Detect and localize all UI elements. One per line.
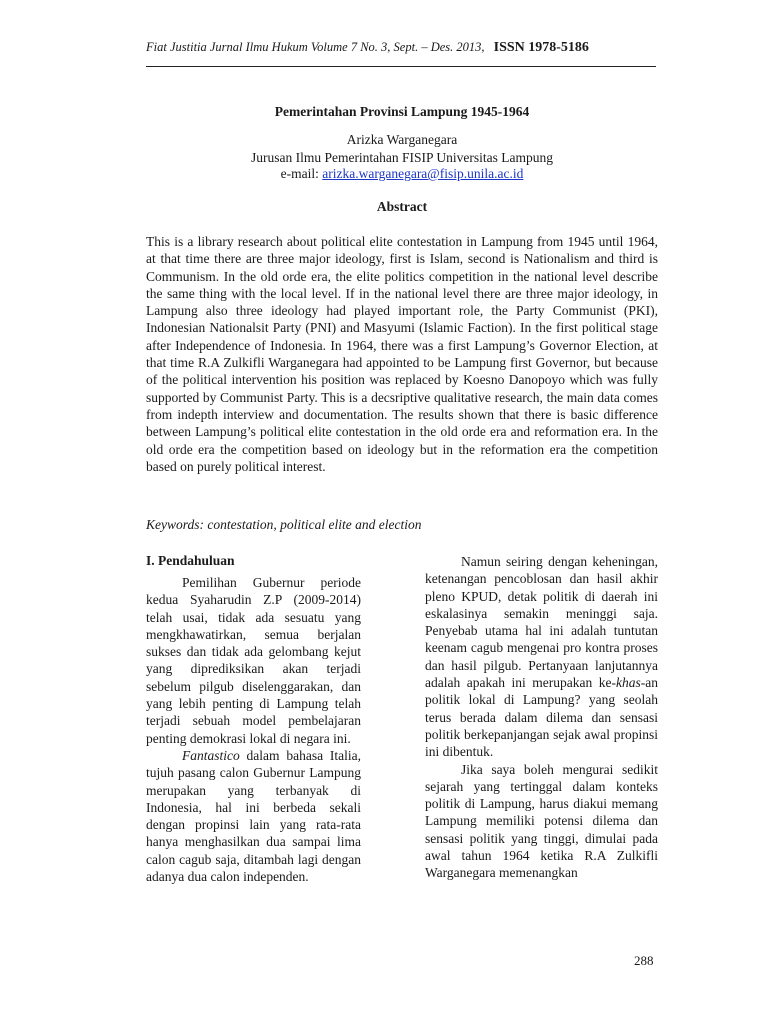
- keywords: Keywords: contestation, political elite and election: [146, 517, 422, 532]
- abstract-heading: Abstract: [376, 199, 428, 214]
- section-heading: I. Pendahuluan: [146, 553, 235, 568]
- paragraph: Jika saya boleh mengurai sedikit sejarah yang tertinggal dalam konteks politik di Lampung, harus diakui memang Lampung memiliki potensi dilema dan sensasi politik yang tinggi, dimulai pada awal tahun 1964 ketika R.A Zulkifli Warganegara memenangkan: [425, 761, 658, 881]
- author-affiliation: Jurusan Ilmu Pemerintahan FISIP Universitas Lampung: [250, 150, 554, 165]
- header-rule: [146, 66, 656, 67]
- italic-term: Fantastico: [182, 747, 240, 763]
- author-name: Arizka Warganegara: [346, 132, 458, 147]
- right-column: [425, 553, 658, 882]
- left-column: [146, 574, 361, 885]
- paragraph: Namun seiring dengan keheningan, ketenangan pencoblosan dan hasil akhir pleno KPUD, detak politik di daerah ini eskalasinya semakin meninggi saja. Penyebab utama hal ini adalah tuntutan keenam cagub mengenai pro kontra proses dan hasil pilgub. Pertanyaan lanjutannya adalah apakah ini merupakan ke-khas-an politik lokal di Lampung? yang seolah terus berada dalam dilema dan sensasi politik berkepanjangan sejak awal propinsi ini dibentuk.: [425, 554, 658, 760]
- italic-term: khas: [616, 675, 641, 691]
- issn-label: ISSN 1978-5186: [493, 40, 589, 55]
- paragraph: Pemilihan Gubernur periode kedua Syaharudin Z.P (2009-2014) telah usai, tidak ada sesuatu yang mengkhawatirkan, semua berjalan sukses dan tidak ada gelombang kejut yang diprediksikan akan terjadi sebelum pilgub diselenggarakan, dan yang lebih penting di Lampung telah terjadi sebuah model pembelajaran penting demokrasi lokal di negara ini.: [146, 575, 361, 746]
- author-email-line: [146, 166, 658, 182]
- journal-citation: Fiat Justitia Jurnal Ilmu Hukum Volume 7 No. 3, Sept. – Des. 2013,: [146, 40, 485, 54]
- paper-title: Pemerintahan Provinsi Lampung 1945-1964: [274, 104, 530, 119]
- abstract-body: This is a library research about political elite contestation in Lampung from 1945 until 1964, at that time there are three major ideology, first is Islam, second is Nationalism and third is Communism. In the old orde era, the elite politics competition in the national level describe the same thing with the local level. If in the national level there are three major ideology, in Lampung also three ideology had played important role, the Party Communist (PKI), Indonesian Nationalsit Party (PNI) and Masyumi (Islamic Faction). In the first political stage after Independence of Indonesia. In 1964, there was a first Lampung’s Governor Election, at that time R.A Zulkifli Warganegara had appointed to be Lampung first Governor, but because of the political intervention his position was replaced by Koesno Danopoyo which was fully supported by Communist Party. This is a decsriptive qualitative research, the main data comes from indepth interview and documentation. The results shown that there is basic difference between Lampung’s political elite contestation in the old orde era and reformation era. In the old orde era the competition based on ideology but in the reformation era the competition based on purely political interest.: [146, 234, 658, 474]
- running-header: [146, 40, 666, 56]
- paragraph: Fantastico dalam bahasa Italia, tujuh pasang calon Gubernur Lampung merupakan yang terbanyak di Indonesia, hal ini berbeda sekali dengan propinsi lain yang rata-rata hanya menghasilkan dua sampai lima calon cagub saja, ditambah lagi dengan adanya dua calon independen.: [146, 747, 361, 885]
- email-label: e-mail:: [280, 166, 323, 181]
- email-link[interactable]: arizka.warganegara@fisip.unila.ac.id: [322, 166, 524, 181]
- page-number: 288: [634, 953, 654, 968]
